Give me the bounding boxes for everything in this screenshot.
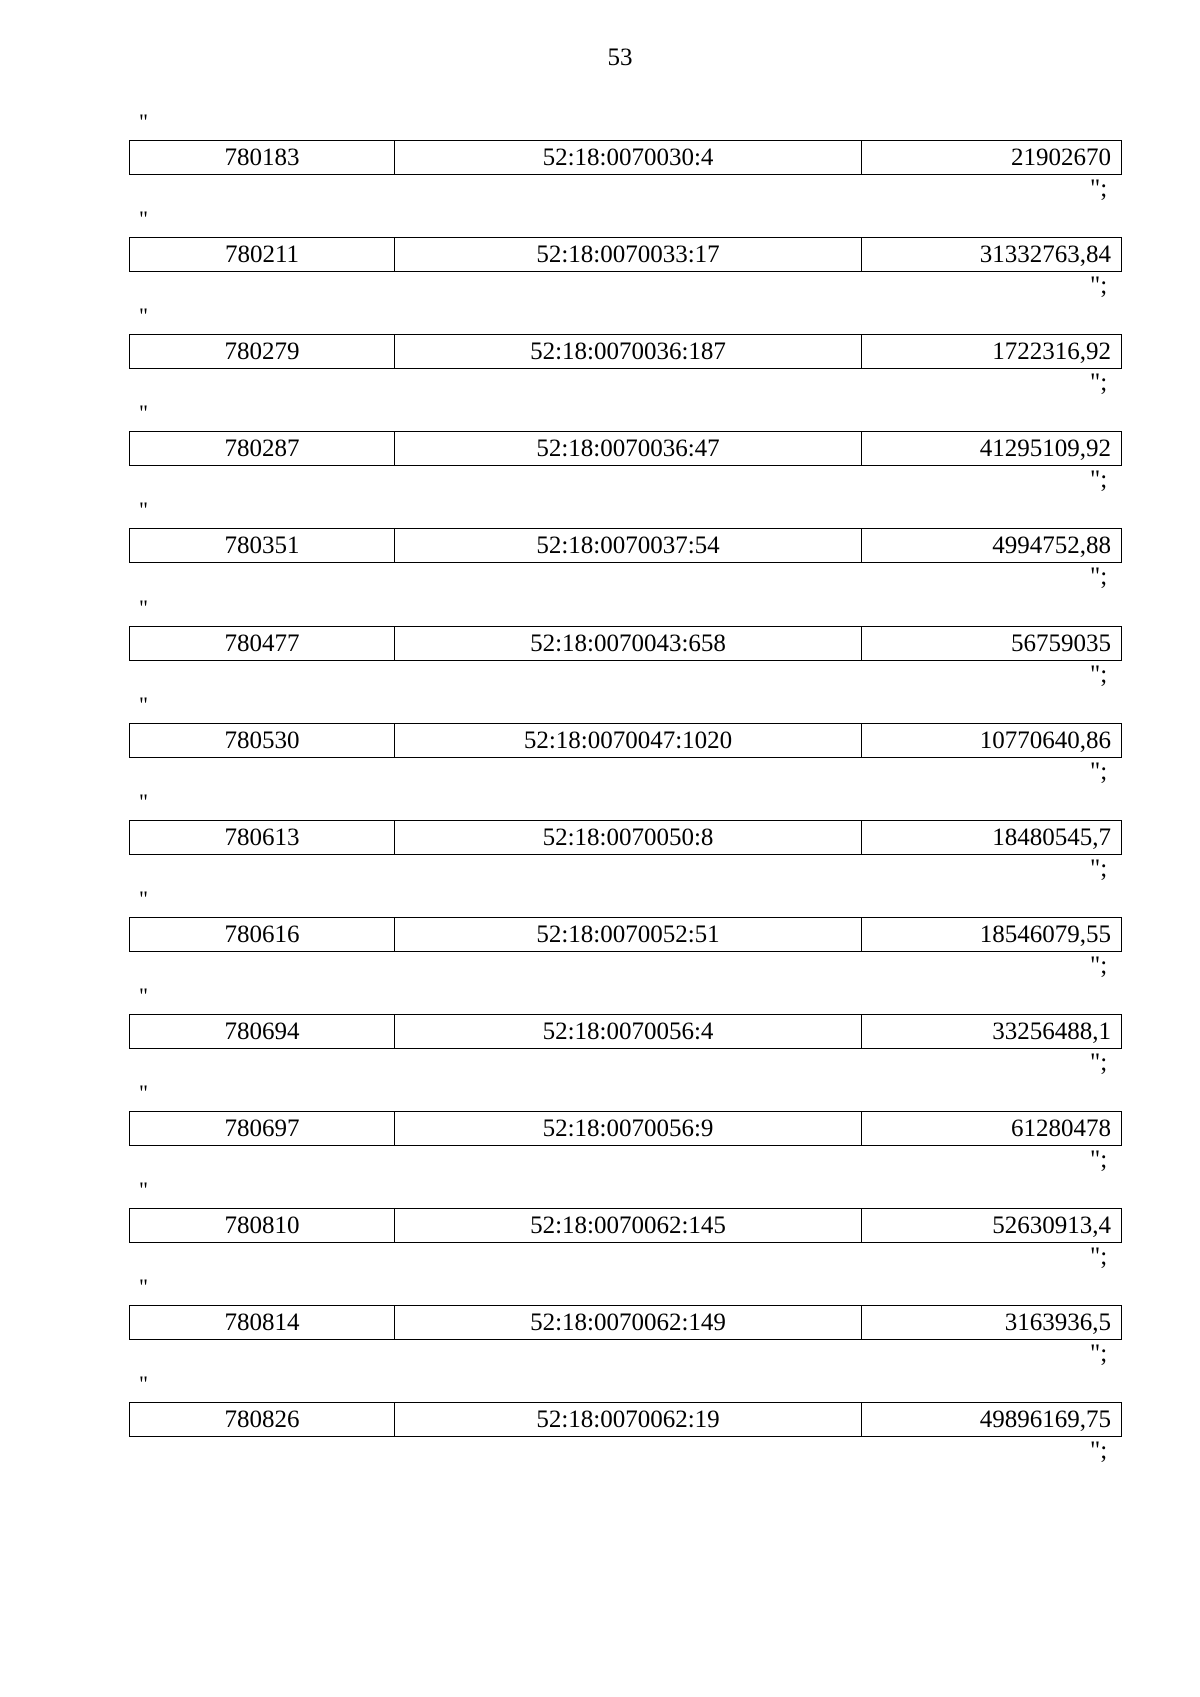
closing-quote-mark: "; [1090, 855, 1108, 882]
cadastral-number-cell: 52:18:0070043:658 [395, 627, 862, 660]
cadastral-number-cell: 52:18:0070030:4 [395, 141, 862, 174]
cadastral-value-cell: 56759035 [1011, 630, 1111, 657]
opening-quote-mark: " [139, 206, 148, 231]
object-number-cell: 780613 [130, 821, 395, 854]
opening-quote-mark: " [139, 983, 148, 1008]
cadastral-number-cell: 52:18:0070037:54 [395, 529, 862, 562]
list-item [0, 597, 1200, 694]
list-item [0, 791, 1200, 888]
object-number-cell: 780279 [130, 335, 395, 368]
cadastral-value-cell: 49896169,75 [979, 1406, 1111, 1433]
opening-quote-mark: " [139, 1080, 148, 1105]
cadastral-number-cell: 52:18:0070052:51 [395, 918, 862, 951]
closing-quote-mark: "; [1090, 661, 1108, 688]
cadastral-value-cell: 41295109,92 [979, 435, 1111, 462]
opening-quote-mark: " [139, 1371, 148, 1396]
object-number-cell: 780694 [130, 1015, 395, 1048]
list-item [0, 1276, 1200, 1373]
closing-quote-mark: "; [1090, 1437, 1108, 1464]
opening-quote-mark: " [139, 303, 148, 328]
closing-quote-mark: "; [1090, 466, 1108, 493]
object-number-cell: 780810 [130, 1209, 395, 1242]
cadastral-value-cell: 31332763,84 [979, 241, 1111, 268]
table-row [129, 626, 1122, 661]
opening-quote-mark: " [139, 789, 148, 814]
table-row [129, 431, 1122, 466]
list-item [0, 985, 1200, 1082]
cadastral-number-cell: 52:18:0070062:149 [395, 1306, 862, 1339]
cadastral-number-cell: 52:18:0070056:4 [395, 1015, 862, 1048]
cadastral-value-cell: 18546079,55 [979, 921, 1111, 948]
object-number-cell: 780616 [130, 918, 395, 951]
table-row [129, 1111, 1122, 1146]
table-row [129, 334, 1122, 369]
closing-quote-mark: "; [1090, 1049, 1108, 1076]
cadastral-value-cell: 3163936,5 [1004, 1309, 1111, 1336]
cadastral-number-cell: 52:18:0070050:8 [395, 821, 862, 854]
cadastral-number-cell: 52:18:0070036:187 [395, 335, 862, 368]
opening-quote-mark: " [139, 886, 148, 911]
cadastral-value-cell: 10770640,86 [979, 727, 1111, 754]
object-number-cell: 780211 [130, 238, 395, 271]
list-item [0, 111, 1200, 208]
list-item [0, 402, 1200, 499]
opening-quote-mark: " [139, 1177, 148, 1202]
list-item [0, 1179, 1200, 1276]
list-item [0, 888, 1200, 985]
list-item [0, 694, 1200, 791]
list-item [0, 1373, 1200, 1470]
list-item [0, 499, 1200, 596]
closing-quote-mark: "; [1090, 952, 1108, 979]
cadastral-number-cell: 52:18:0070062:145 [395, 1209, 862, 1242]
opening-quote-mark: " [139, 109, 148, 134]
cadastral-number-cell: 52:18:0070036:47 [395, 432, 862, 465]
object-number-cell: 780183 [130, 141, 395, 174]
cadastral-value-cell: 1722316,92 [992, 338, 1111, 365]
closing-quote-mark: "; [1090, 563, 1108, 590]
object-number-cell: 780826 [130, 1403, 395, 1436]
table-row [129, 237, 1122, 272]
cadastral-value-cell: 33256488,1 [992, 1018, 1111, 1045]
table-row [129, 528, 1122, 563]
opening-quote-mark: " [139, 400, 148, 425]
list-item [0, 1082, 1200, 1179]
opening-quote-mark: " [139, 692, 148, 717]
opening-quote-mark: " [139, 595, 148, 620]
cadastral-value-cell: 52630913,4 [992, 1212, 1111, 1239]
list-item [0, 305, 1200, 402]
table-row [129, 140, 1122, 175]
closing-quote-mark: "; [1090, 1146, 1108, 1173]
cadastral-number-cell: 52:18:0070047:1020 [395, 724, 862, 757]
object-number-cell: 780697 [130, 1112, 395, 1145]
closing-quote-mark: "; [1090, 758, 1108, 785]
cadastral-value-cell: 18480545,7 [992, 824, 1111, 851]
cadastral-number-cell: 52:18:0070062:19 [395, 1403, 862, 1436]
table-row [129, 820, 1122, 855]
cadastral-value-cell: 21902670 [1011, 144, 1111, 171]
table-row [129, 1014, 1122, 1049]
page-number: 53 [607, 44, 633, 71]
closing-quote-mark: "; [1090, 272, 1108, 299]
closing-quote-mark: "; [1090, 1340, 1108, 1367]
list-item [0, 208, 1200, 305]
cadastral-value-cell: 61280478 [1011, 1115, 1111, 1142]
cadastral-value-cell: 4994752,88 [992, 532, 1111, 559]
object-number-cell: 780287 [130, 432, 395, 465]
closing-quote-mark: "; [1090, 369, 1108, 396]
table-row [129, 1208, 1122, 1243]
object-number-cell: 780351 [130, 529, 395, 562]
cadastral-number-cell: 52:18:0070056:9 [395, 1112, 862, 1145]
table-row [129, 1402, 1122, 1437]
opening-quote-mark: " [139, 1274, 148, 1299]
object-number-cell: 780477 [130, 627, 395, 660]
closing-quote-mark: "; [1090, 175, 1108, 202]
table-row [129, 1305, 1122, 1340]
object-number-cell: 780814 [130, 1306, 395, 1339]
object-number-cell: 780530 [130, 724, 395, 757]
cadastral-number-cell: 52:18:0070033:17 [395, 238, 862, 271]
opening-quote-mark: " [139, 497, 148, 522]
table-row [129, 917, 1122, 952]
closing-quote-mark: "; [1090, 1243, 1108, 1270]
table-row [129, 723, 1122, 758]
